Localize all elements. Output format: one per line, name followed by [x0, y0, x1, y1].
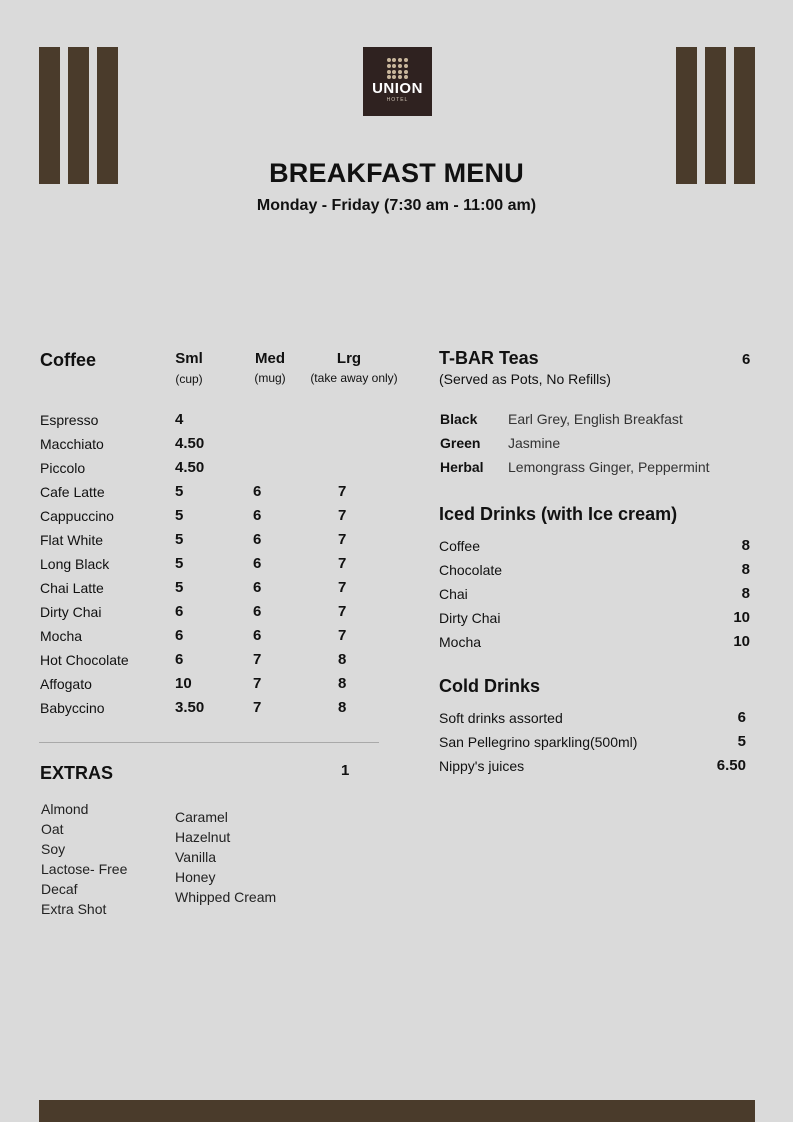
coffee-price-sml: 6: [175, 603, 184, 620]
teas-price: 6: [742, 351, 751, 368]
menu-hours: Monday - Friday (7:30 am - 11:00 am): [256, 197, 537, 214]
coffee-price-med: 6: [253, 555, 262, 572]
coffee-price-med: 7: [253, 651, 262, 668]
extras-option: Lactose- Free: [41, 861, 128, 877]
cold-drink-price: 5: [737, 733, 746, 750]
coffee-price-sml: 6: [175, 651, 184, 668]
extras-price: 1: [341, 762, 350, 779]
coffee-price-sml: 3.50: [175, 699, 205, 716]
coffee-price-sml: 5: [175, 555, 184, 572]
cold-drink-price: 6.50: [716, 757, 746, 774]
coffee-price-med: 6: [253, 507, 262, 524]
coffee-item-name: Macchiato: [40, 436, 104, 452]
coffee-item-name: Flat White: [40, 532, 104, 548]
coffee-price-lrg: 8: [338, 699, 347, 716]
iced-drink-price: 8: [741, 561, 750, 578]
coffee-price-lrg: 7: [338, 579, 347, 596]
coffee-item-name: Hot Chocolate: [40, 652, 129, 668]
extras-option: Caramel: [175, 809, 228, 825]
size-sml-label: Sml: [175, 350, 203, 367]
extras-option: Oat: [41, 821, 64, 837]
tea-varieties: Jasmine: [508, 435, 561, 451]
cold-drink-name: San Pellegrino sparkling(500ml): [439, 734, 638, 750]
coffee-price-lrg: 7: [338, 627, 347, 644]
coffee-price-lrg: 8: [338, 651, 347, 668]
iced-drink-name: Mocha: [439, 634, 482, 650]
iced-drink-name: Dirty Chai: [439, 610, 501, 626]
tea-type: Black: [440, 411, 478, 427]
coffee-item-name: Cappuccino: [40, 508, 114, 524]
coffee-price-sml: 4.50: [175, 435, 205, 452]
union-hotel-logo: [363, 47, 432, 116]
size-med-note: (mug): [254, 371, 286, 385]
iced-drink-price: 10: [733, 633, 750, 650]
coffee-price-lrg: 7: [338, 555, 347, 572]
extras-option: Hazelnut: [175, 829, 231, 845]
coffee-item-name: Chai Latte: [40, 580, 104, 596]
coffee-price-med: 7: [253, 699, 262, 716]
section-divider: [39, 742, 379, 743]
size-lrg-note: (take away only): [310, 371, 398, 385]
extras-heading: EXTRAS: [40, 763, 114, 783]
size-med-label: Med: [255, 350, 285, 367]
tea-varieties: Lemongrass Ginger, Peppermint: [508, 459, 710, 475]
coffee-price-med: 6: [253, 531, 262, 548]
teas-note: (Served as Pots, No Refills): [439, 371, 611, 387]
extras-option: Extra Shot: [41, 901, 107, 917]
coffee-price-lrg: 7: [338, 603, 347, 620]
coffee-price-med: 6: [253, 627, 262, 644]
coffee-price-sml: 4: [175, 411, 184, 428]
iced-drink-name: Coffee: [439, 538, 480, 554]
coffee-price-med: 6: [253, 603, 262, 620]
size-sml-note: (cup): [175, 372, 203, 386]
coffee-price-med: 6: [253, 483, 262, 500]
coffee-price-lrg: 7: [338, 531, 347, 548]
iced-drink-price: 10: [733, 609, 750, 626]
coffee-item-name: Dirty Chai: [40, 604, 102, 620]
iced-drinks-heading: Iced Drinks (with Ice cream): [439, 504, 678, 524]
coffee-price-med: 7: [253, 675, 262, 692]
extras-option: Soy: [41, 841, 66, 857]
coffee-price-sml: 6: [175, 627, 184, 644]
menu-title: BREAKFAST MENU: [269, 158, 524, 188]
coffee-price-sml: 5: [175, 507, 184, 524]
extras-option: Vanilla: [175, 849, 216, 865]
coffee-item-name: Espresso: [40, 412, 99, 428]
extras-option: Decaf: [41, 881, 78, 897]
coffee-heading: Coffee: [40, 350, 97, 370]
coffee-price-sml: 5: [175, 483, 184, 500]
coffee-price-lrg: 7: [338, 483, 347, 500]
coffee-item-name: Cafe Latte: [40, 484, 105, 500]
coffee-item-name: Long Black: [40, 556, 110, 572]
logo-subtext: HOTEL: [386, 97, 409, 103]
cold-drink-name: Soft drinks assorted: [439, 710, 563, 726]
logo-wordmark: UNION: [372, 80, 423, 97]
coffee-item-name: Piccolo: [40, 460, 86, 476]
iced-drink-name: Chai: [439, 586, 468, 602]
iced-drink-price: 8: [741, 585, 750, 602]
size-lrg-label: Lrg: [336, 350, 362, 367]
coffee-price-lrg: 7: [338, 507, 347, 524]
extras-option: Almond: [41, 801, 89, 817]
coffee-item-name: Mocha: [40, 628, 83, 644]
iced-drink-name: Chocolate: [439, 562, 503, 578]
footer-band: [39, 1100, 755, 1122]
iced-drink-price: 8: [741, 537, 750, 554]
coffee-price-sml: 10: [175, 675, 192, 692]
coffee-price-sml: 4.50: [175, 459, 205, 476]
coffee-price-med: 6: [253, 579, 262, 596]
coffee-price-sml: 5: [175, 579, 184, 596]
teas-heading: T-BAR Teas: [439, 348, 539, 368]
tea-type: Herbal: [440, 459, 484, 475]
cold-drink-price: 6: [737, 709, 746, 726]
coffee-item-name: Babyccino: [40, 700, 105, 716]
coffee-item-name: Affogato: [40, 676, 92, 692]
tea-type: Green: [440, 435, 481, 451]
extras-option: Honey: [175, 869, 216, 885]
coffee-price-lrg: 8: [338, 675, 347, 692]
extras-option: Whipped Cream: [175, 889, 277, 905]
cold-drink-name: Nippy's juices: [439, 758, 525, 774]
cold-drinks-heading: Cold Drinks: [439, 676, 541, 696]
coffee-price-sml: 5: [175, 531, 184, 548]
tea-varieties: Earl Grey, English Breakfast: [508, 411, 683, 427]
logo-mark-icon: [387, 58, 409, 80]
